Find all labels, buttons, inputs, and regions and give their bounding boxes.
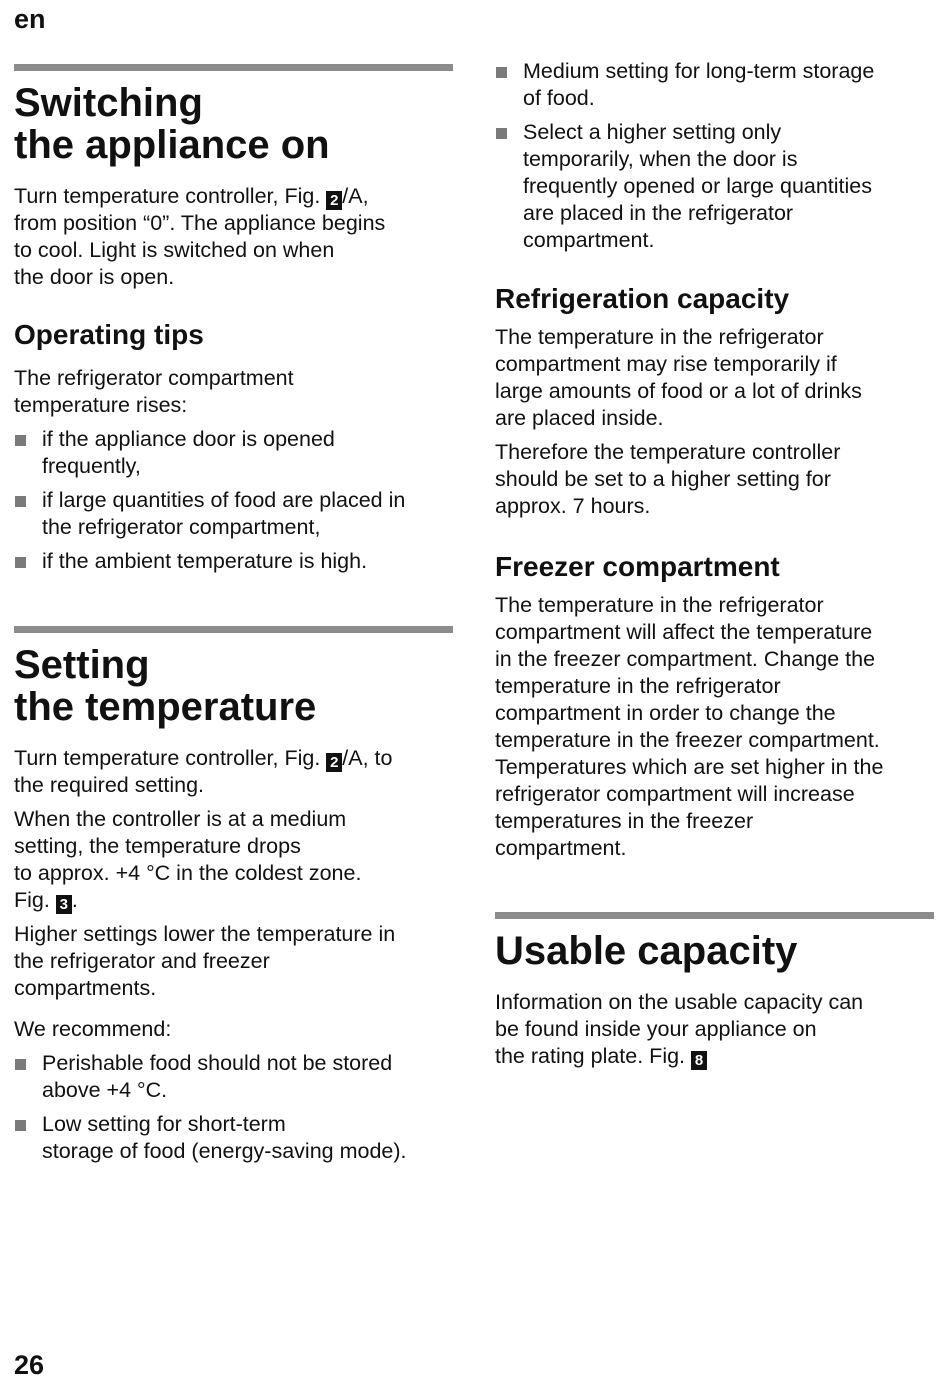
text-line: the refrigerator compartment, [42,515,321,539]
text-line: . [71,888,78,912]
text-line: Low setting for short-term [42,1112,286,1136]
paragraph [495,592,940,862]
paragraph [14,921,459,1002]
text-line: compartment. [523,228,655,252]
text-line: Higher settings lower the temperature in [14,922,396,946]
text-line: if the appliance door is opened [42,427,335,451]
text-line: from position “0”. The appliance begins [14,211,386,235]
list-item [14,426,454,480]
paragraph [14,183,454,291]
text-line: compartments. [14,976,157,1000]
section-divider [495,912,934,919]
bullet-icon [496,128,507,139]
bullet-icon [15,557,26,568]
list-item [14,548,454,575]
list-item [495,119,935,254]
text-line: temperature in the refrigerator [495,674,781,698]
language-code: en [14,4,46,34]
text-line: in the freezer compartment. Change the [495,647,876,671]
text-line: Medium setting for long-term storage [523,59,875,83]
text-line: The refrigerator compartment [14,366,294,390]
text-line: Therefore the temperature controller [495,440,841,464]
figure-reference: 3 [56,895,72,914]
title-line: the appliance on [14,123,330,167]
section-title [14,82,454,166]
text-line: frequently, [42,454,141,478]
text-line: the rating plate. Fig. [495,1044,691,1068]
text-line: compartment will affect the temperature [495,620,873,644]
paragraph [495,324,935,432]
text-line: if the ambient temperature is high. [42,549,368,573]
text-line: temporarily, when the door is [523,147,798,171]
section-setting-temperature [14,644,459,1165]
paragraph [495,989,935,1070]
text-line: above +4 °C. [42,1078,168,1102]
paragraph [14,806,459,914]
text-line: compartment in order to change the [495,701,836,725]
text-line: compartment. [495,836,627,860]
list-item [14,487,454,541]
text-line: temperature rises: [14,393,188,417]
paragraph [14,365,454,419]
figure-reference: 2 [326,191,342,210]
text-line: temperatures in the freezer [495,809,754,833]
bullet-icon [15,435,26,446]
text-line: The temperature in the refrigerator [495,325,824,349]
text-line: Perishable food should not be stored [42,1051,393,1075]
text-line: compartment may rise temporarily if [495,352,837,376]
text-line: Select a higher setting only [523,120,782,144]
list-item [14,1050,459,1104]
title-line: the temperature [14,685,317,729]
title-line: Setting [14,643,150,687]
text-line: temperature in the freezer compartment. [495,728,880,752]
section-divider [14,64,453,71]
paragraph [14,745,459,799]
text-line: are placed in the refrigerator [523,201,794,225]
text-line: of food. [523,86,595,110]
subsection-title: Freezer compartment [495,551,780,582]
section-title: Usable capacity [495,929,798,973]
figure-reference: 8 [691,1051,707,1070]
text-line: Temperatures which are set higher in the [495,755,884,779]
text-line: be found inside your appliance on [495,1017,817,1041]
text-line: storage of food (energy-saving mode). [42,1139,407,1163]
text-line: refrigerator compartment will increase [495,782,855,806]
text-line: the required setting. [14,773,205,797]
bullet-icon [15,1059,26,1070]
text-line: /A, [342,184,369,208]
text-line: Turn temperature controller, Fig. [14,184,327,208]
text-line: The temperature in the refrigerator [495,593,824,617]
text-line: large amounts of food or a lot of drinks [495,379,862,403]
list-item [495,58,935,112]
subsection-title: Refrigeration capacity [495,283,790,314]
section-switching-on [14,82,454,291]
text-line: Fig. [14,888,56,912]
text-line: Information on the usable capacity can [495,990,864,1014]
text-line: /A, to [342,746,393,770]
subsection-title: Operating tips [14,319,204,350]
page-number: 26 [14,1350,45,1380]
section-operating-tips [14,318,454,575]
section-refrigeration-capacity [495,282,935,520]
text-line: should be set to a higher setting for [495,467,831,491]
figure-reference: 2 [326,753,342,772]
bullet-icon [496,67,507,78]
text-line: if large quantities of food are placed in [42,488,406,512]
paragraph [495,439,935,520]
paragraph: We recommend: [14,1017,172,1041]
bullet-icon [15,1120,26,1131]
text-line: setting, the temperature drops [14,834,301,858]
section-title [14,644,459,728]
bullet-icon [15,496,26,507]
text-line: the refrigerator and freezer [14,949,270,973]
text-line: frequently opened or large quantities [523,174,873,198]
section-divider [14,626,453,633]
section-usable-capacity [495,930,935,1070]
list-item [14,1111,459,1165]
text-line: Turn temperature controller, Fig. [14,746,327,770]
title-line: Switching [14,81,203,125]
text-line: the door is open. [14,265,175,289]
setting-temperature-continued [495,58,935,254]
text-line: approx. 7 hours. [495,494,651,518]
text-line: to cool. Light is switched on when [14,238,335,262]
text-line: are placed inside. [495,406,664,430]
section-freezer-compartment [495,550,940,862]
text-line: to approx. +4 °C in the coldest zone. [14,861,362,885]
text-line: When the controller is at a medium [14,807,347,831]
